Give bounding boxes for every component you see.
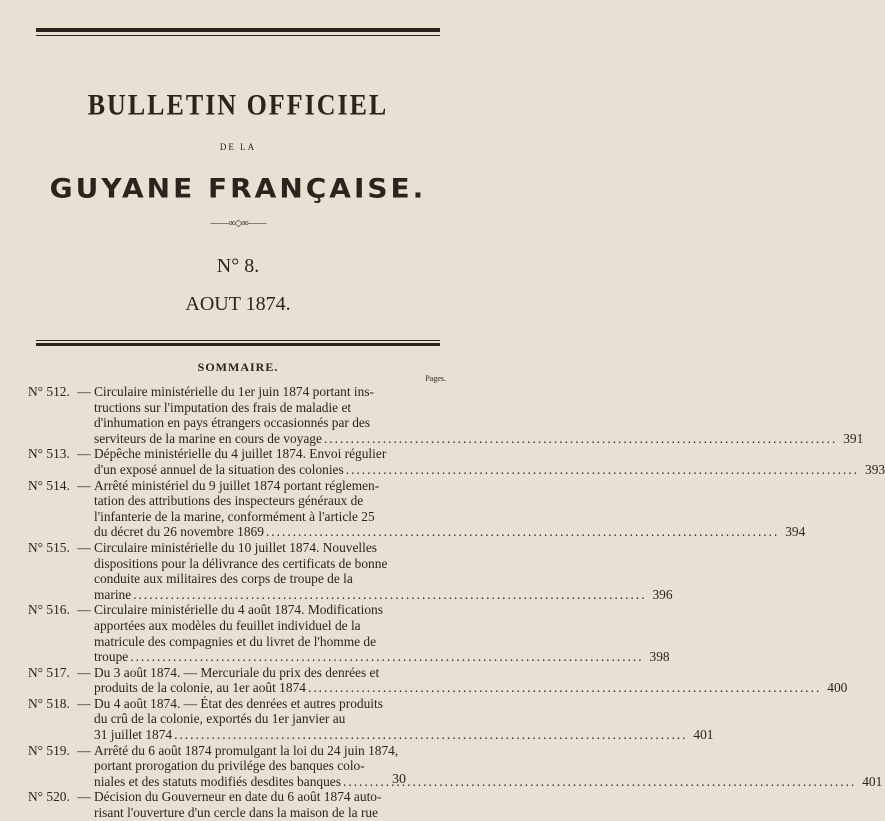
toc-entry	[28, 742, 883, 790]
entry-page-number: 401	[862, 773, 883, 789]
entry-dash: —	[77, 664, 91, 680]
entry-line: d'inhumation en pays étrangers occasionnés par des	[94, 415, 371, 431]
toc-entry	[28, 477, 806, 540]
entry-page-number: 398	[649, 649, 670, 665]
leader-dots	[174, 727, 687, 743]
entry-line: Circulaire ministérielle du 1er juin 1874 portant ins-	[94, 384, 375, 399]
entry-number: N° 514.	[28, 477, 70, 493]
entry-page-number: 401	[693, 727, 714, 743]
entry-last-line	[94, 524, 805, 540]
entry-number: N° 519.	[28, 742, 70, 758]
entry-number: N° 518.	[28, 695, 70, 711]
entry-body	[94, 602, 670, 664]
toc-entry	[28, 446, 885, 477]
entry-body	[94, 384, 863, 446]
pages-label: Pages.	[425, 374, 446, 383]
entry-line: tructions sur l'imputation des frais de maladie et	[94, 399, 352, 415]
entry-number: N° 512.	[28, 384, 70, 399]
leader-dots	[130, 649, 643, 665]
entry-body	[94, 696, 713, 743]
colony-name: GUYANE FRANÇAISE.	[49, 172, 427, 205]
entry-line: tation des attributions des inspecteurs généraux de	[94, 493, 364, 509]
top-rule-thin	[36, 35, 440, 36]
entry-last-text: 31 juillet 1874	[94, 727, 173, 743]
toc-entries	[28, 384, 885, 821]
entry-line: Circulaire ministérielle du 10 juillet 1874. Nouvelles	[94, 539, 378, 555]
entry-line: risant l'ouverture d'un cercle dans la maison de la rue	[94, 805, 379, 821]
entry-dash: —	[77, 695, 91, 711]
entry-last-line	[94, 462, 885, 478]
mid-rule-thin	[36, 340, 440, 341]
bulletin-title: BULLETIN OFFICIEL	[87, 88, 389, 122]
entry-line: Arrêté du 6 août 1874 promulgant la loi du 24 juin 1874,	[94, 742, 399, 758]
entry-line: Du 3 août 1874. — Mercuriale du prix des denrées et	[94, 664, 380, 680]
sommaire-heading: SOMMAIRE.	[197, 360, 279, 374]
entry-line: portant prorogation du privilége des banques colo-	[94, 758, 365, 774]
entry-last-text: serviteurs de la marine en cours de voyage	[94, 430, 322, 446]
entry-dash: —	[77, 789, 91, 805]
entry-number: N° 517.	[28, 664, 70, 680]
entry-dash: —	[77, 602, 91, 618]
entry-line: Décision du Gouverneur en date du 6 août 1874 auto-	[94, 789, 382, 805]
entry-body	[94, 478, 805, 540]
leader-dots	[346, 462, 859, 478]
entry-page-number: 394	[785, 524, 806, 540]
entry-last-text: troupe	[94, 649, 129, 665]
entry-line: matricule des compagnies et du livret de l'homme de	[94, 633, 377, 649]
entry-line: dispositions pour la délivrance des certificats de bonne	[94, 555, 388, 571]
entry-last-line	[94, 587, 673, 603]
entry-page-number: 400	[827, 680, 848, 696]
entry-last-line	[94, 431, 863, 447]
entry-line: Arrêté ministériel du 9 juillet 1874 portant réglemen-	[94, 477, 380, 493]
entry-dash: —	[77, 446, 91, 462]
leader-dots	[308, 680, 821, 696]
entry-page-number: 393	[865, 461, 885, 477]
entry-body	[94, 665, 847, 696]
entry-page-number: 396	[652, 586, 673, 602]
ornament-divider: ——∞◇∞——	[210, 218, 266, 229]
leader-dots	[324, 431, 837, 447]
entry-last-line	[94, 680, 847, 696]
entry-line: Dépêche ministérielle du 4 juillet 1874. Envoi régulier	[94, 446, 387, 462]
entry-line: apportées aux modèles du feuillet individuel de la	[94, 617, 361, 633]
toc-entry	[28, 789, 448, 820]
entry-body	[94, 789, 448, 820]
entry-dash: —	[77, 539, 91, 555]
entry-number: N° 516.	[28, 602, 70, 618]
toc-entry	[28, 384, 864, 446]
entry-last-line	[94, 727, 713, 743]
toc-entry	[28, 539, 673, 602]
toc-entry	[28, 602, 670, 665]
toc-entry	[28, 664, 848, 696]
entry-dash: —	[77, 477, 91, 493]
toc-entry	[28, 695, 714, 743]
de-la-label: DE LA	[219, 142, 257, 152]
entry-line: l'infanterie de la marine, conformément à l'article 25	[94, 508, 375, 524]
mid-rule-thick	[36, 343, 440, 346]
entry-number: N° 515.	[28, 539, 70, 555]
leader-dots	[343, 774, 856, 790]
entry-last-text: du décret du 26 novembre 1869	[94, 524, 264, 540]
top-rule-thick	[36, 28, 440, 32]
entry-last-text: d'un exposé annuel de la situation des colonies	[94, 461, 344, 477]
entry-last-text: niales et des statuts modifiés desdites banques	[94, 773, 341, 789]
entry-page-number: 391	[843, 430, 864, 446]
entry-last-text: marine	[94, 586, 132, 602]
entry-line: Circulaire ministérielle du 4 août 1874. Modifications	[94, 602, 383, 618]
entry-last-line	[94, 774, 882, 790]
entry-line: Du 4 août 1874. — État des denrées et autres produits	[94, 695, 383, 711]
entry-body	[94, 446, 885, 477]
leader-dots	[133, 587, 646, 603]
entry-dash: —	[77, 384, 91, 399]
page-folio: 30	[392, 772, 406, 787]
entry-body	[94, 540, 673, 602]
entry-body	[94, 743, 882, 790]
entry-number: N° 520.	[28, 789, 70, 805]
entry-line: du crû de la colonie, exportés du 1er janvier au	[94, 711, 346, 727]
leader-dots	[266, 524, 779, 540]
entry-line: conduite aux militaires des corps de troupe de la	[94, 571, 353, 587]
entry-dash: —	[77, 742, 91, 758]
issue-date: AOUT 1874.	[185, 293, 291, 315]
entry-number: N° 513.	[28, 446, 70, 462]
issue-number: N° 8.	[216, 255, 260, 277]
entry-last-line	[94, 649, 670, 665]
entry-last-text: produits de la colonie, au 1er août 1874	[94, 680, 306, 696]
